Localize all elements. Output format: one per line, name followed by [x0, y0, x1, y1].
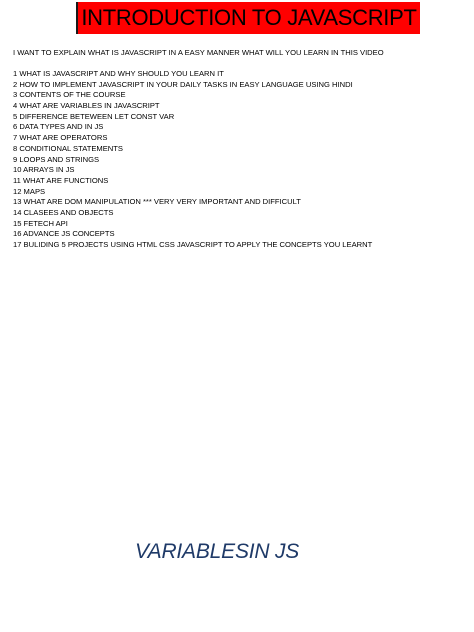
topic-list-item: 8 CONDITIONAL STATEMENTS — [13, 143, 123, 153]
topic-list-item: 11 WHAT ARE FUNCTIONS — [13, 175, 109, 185]
topic-list-item: 7 WHAT ARE OPERATORS — [13, 133, 108, 143]
topic-list — [13, 69, 468, 251]
topic-list-item: 14 CLASEES AND OBJECTS — [13, 207, 114, 217]
topic-list-item: 10 ARRAYS IN JS — [13, 165, 75, 175]
topic-list-item: 4 WHAT ARE VARIABLES IN JAVASCRIPT — [13, 101, 160, 111]
topic-list-item: 17 BULIDING 5 PROJECTS USING HTML CSS JAVASCRIPT TO APPLY THE CONCEPTS YOU LEARNT — [13, 240, 373, 249]
intro-paragraph: I WANT TO EXPLAIN WHAT IS JAVASCRIPT IN A EASY MANNER WHAT WILL YOU LEARN IN THIS VIDEO — [13, 48, 384, 57]
section-title: VARIABLESIN JS — [135, 540, 300, 563]
topic-list-item: 6 DATA TYPES AND IN JS — [13, 122, 104, 132]
topic-list-item: 2 HOW TO IMPLEMENT JAVASCRIPT IN YOUR DAILY TASKS IN EASY LANGUAGE USING HINDI — [13, 79, 353, 89]
topic-list-item: 15 FETECH API — [13, 218, 68, 228]
title-banner — [76, 2, 420, 34]
topic-list-item: 9 LOOPS AND STRINGS — [13, 154, 100, 164]
topic-list-item: 3 CONTENTS OF THE COURSE — [13, 90, 126, 100]
topic-list-item: 12 MAPS — [13, 186, 46, 196]
page-title: INTRODUCTION TO JAVASCRIPT — [81, 5, 417, 30]
topic-list-item: 1 WHAT IS JAVASCRIPT AND WHY SHOULD YOU LEARN IT — [13, 69, 224, 78]
topic-list-item: 5 DIFFERENCE BETEWEEN LET CONST VAR — [13, 111, 175, 121]
topic-list-item: 13 WHAT ARE DOM MANIPULATION *** VERY VERY IMPORTANT AND DIFFICULT — [13, 197, 301, 207]
topic-list-item: 16 ADVANCE JS CONCEPTS — [13, 229, 115, 239]
